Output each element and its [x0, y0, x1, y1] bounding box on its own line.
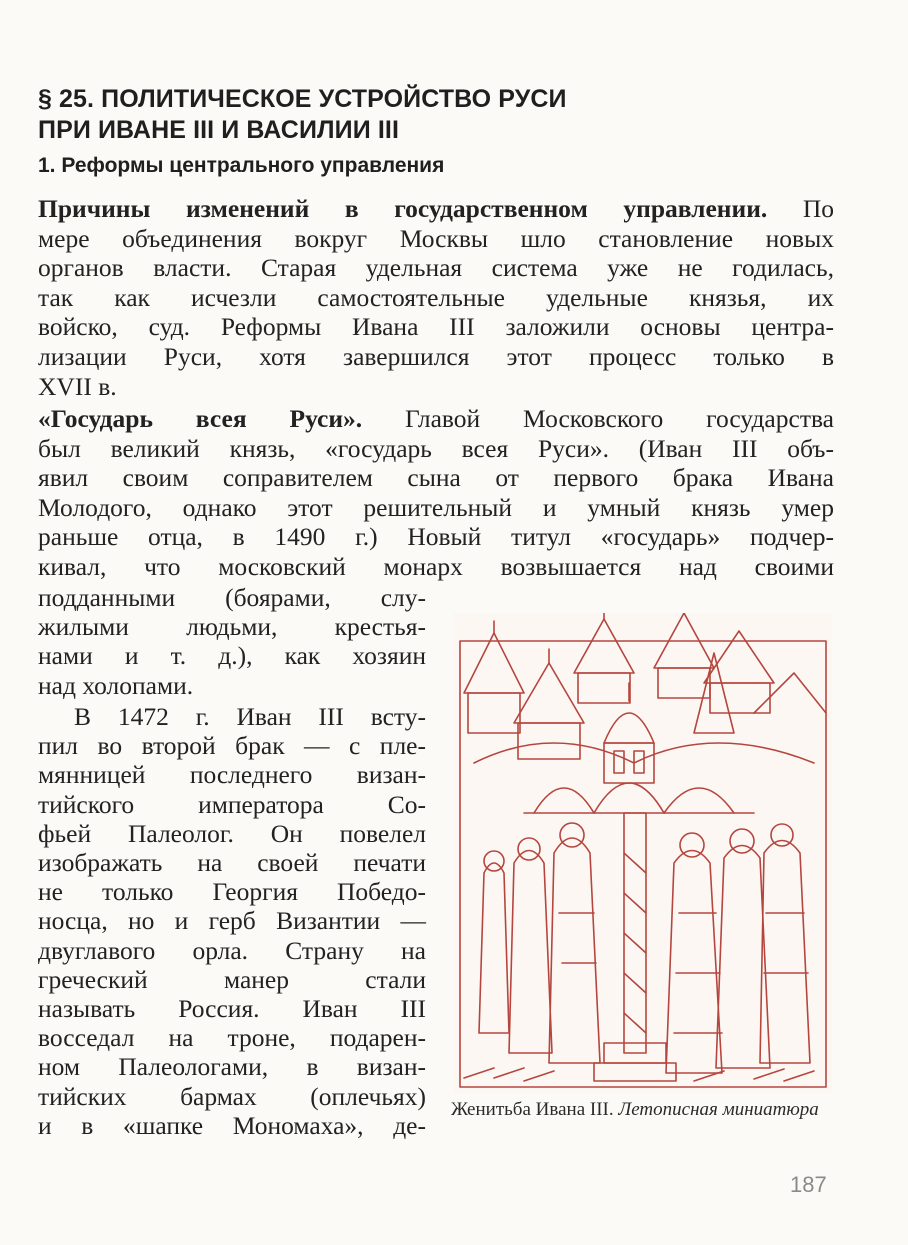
paragraph-line: над холопами.	[38, 670, 194, 700]
paragraph-line: восседал на троне, подарен-	[38, 1023, 426, 1053]
paragraph-line: был великий князь, «государь всея Руси». (Иван III объ-	[38, 433, 834, 463]
paragraph-line: XVII в.	[38, 371, 117, 401]
heading-line-2: ПРИ ИВАНЕ III И ВАСИЛИИ III	[38, 116, 399, 144]
paragraph-second-marriage	[38, 702, 426, 1140]
paragraph-line: жилыми людьми, крестья-	[38, 612, 426, 642]
paragraph-line: мянницей последнего визан-	[38, 760, 426, 790]
paragraph-line-tail: Главой Московского государства	[362, 404, 834, 433]
paragraph-line: войско, суд. Реформы Ивана III заложили основы центра-	[38, 312, 834, 342]
paragraph-line: нами и т. д.), как хозяин	[38, 641, 426, 671]
paragraph-line: лизации Руси, хотя завершился этот процесс только в	[38, 341, 834, 371]
paragraph-line: мере объединения вокруг Москвы шло становление новых	[38, 223, 834, 253]
paragraph-line: греческий манер стали	[38, 964, 426, 994]
illustration-caption	[451, 1098, 831, 1121]
paragraph-line: Молодого, однако этот решительный и умный князь умер	[38, 492, 834, 522]
paragraph-line: носца, но и герб Византии —	[38, 906, 426, 936]
section-title: 1. Реформы центрального управления	[38, 154, 445, 177]
page-number: 187	[790, 1172, 827, 1197]
paragraph-line: В 1472 г. Иван III всту-	[74, 702, 426, 731]
paragraph-line	[38, 194, 834, 224]
paragraph-line: и в «шапке Мономаха», де-	[38, 1110, 426, 1140]
chronicle-miniature-illustration	[454, 613, 832, 1093]
paragraph-line: пил во второй брак — с пле-	[38, 731, 426, 761]
miniature-drawing	[454, 613, 832, 1093]
paragraph-line: тийского императора Со-	[38, 789, 426, 819]
paragraph-lead: «Государь всея Руси».	[38, 404, 363, 433]
heading-line-1: § 25. ПОЛИТИЧЕСКОЕ УСТРОЙСТВО РУСИ	[38, 85, 567, 113]
paragraph-line: двуглавого орла. Страну на	[38, 935, 426, 965]
paragraph-line: кивал, что московский монарх возвышается над своими	[38, 551, 834, 581]
paragraph-line: органов власти. Старая удельная система уже не годилась,	[38, 253, 834, 283]
paragraph-line: не только Георгия Победо-	[38, 877, 426, 907]
caption-text: Женитьба Ивана III.	[451, 1099, 614, 1120]
paragraph-line: тийских бармах (оплечьях)	[38, 1081, 426, 1111]
paragraph-line: явил своим соправителем сына от первого брака Ивана	[38, 463, 834, 493]
paragraph-reform-causes	[38, 194, 834, 401]
paragraph-line	[38, 404, 834, 434]
paragraph-line: ном Палеологами, в визан-	[38, 1052, 426, 1082]
paragraph-line: изображать на своей печати	[38, 848, 426, 878]
paragraph-lead: Причины изменений в государственном управлении.	[38, 194, 768, 223]
paragraph-sovereign	[38, 404, 834, 582]
caption-italic-text: Летописная миниатюра	[613, 1099, 819, 1120]
paragraph-sovereign-continued	[38, 583, 426, 700]
page-heading	[38, 84, 838, 146]
paragraph-line: фьей Палеолог. Он повелел	[38, 818, 426, 848]
paragraph-line: подданными (боярами, слу-	[38, 583, 426, 612]
paragraph-line-tail: По	[767, 194, 834, 223]
paragraph-line: раньше отца, в 1490 г.) Новый титул «государь» подчер-	[38, 522, 834, 552]
paragraph-line: называть Россия. Иван III	[38, 994, 426, 1024]
paragraph-line: так как исчезли самостоятельные удельные князья, их	[38, 282, 834, 312]
